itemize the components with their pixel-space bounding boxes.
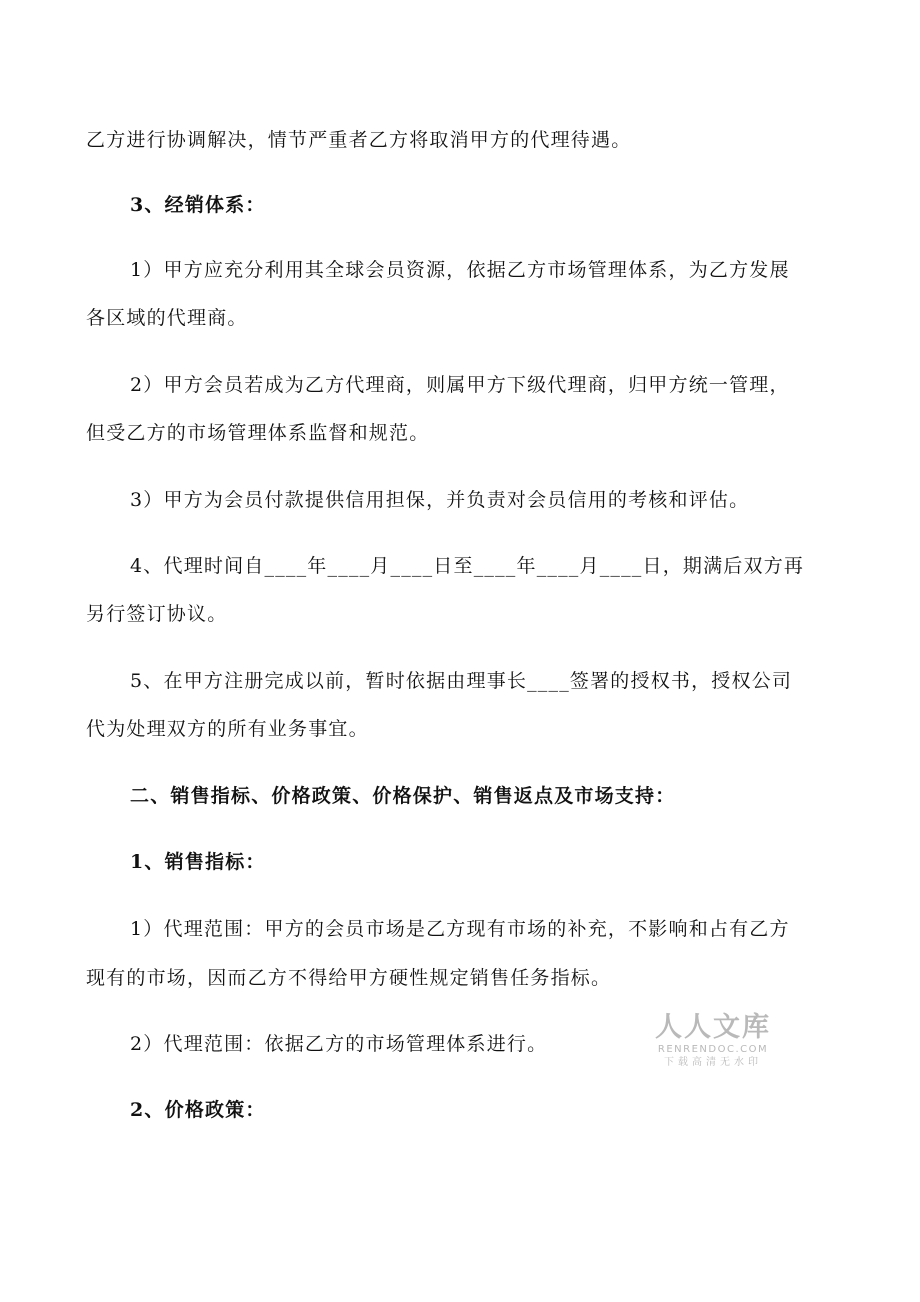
paragraph-line: 5、在甲方注册完成以前，暂时依据由理事长____签署的授权书，授权公司	[130, 670, 793, 692]
watermark-title: 人人文库	[655, 1012, 771, 1043]
paragraph-line: 2）甲方会员若成为乙方代理商，则属甲方下级代理商，归甲方统一管理，	[130, 374, 790, 396]
watermark-subtitle: 下载高清无水印	[664, 1057, 762, 1068]
paragraph-line: 1）甲方应充分利用其全球会员资源，依据乙方市场管理体系，为乙方发展	[130, 259, 790, 281]
paragraph-line: 2）代理范围：依据乙方的市场管理体系进行。	[130, 1033, 548, 1055]
section-heading: 3、经销体系：	[130, 194, 266, 216]
section-heading: 1、销售指标：	[130, 851, 266, 873]
paragraph-line: 各区域的代理商。	[86, 307, 248, 329]
paragraph-line: 代为处理双方的所有业务事宜。	[86, 718, 369, 740]
watermark-url: RENRENDOC.COM	[657, 1044, 769, 1055]
paragraph-line: 但受乙方的市场管理体系监督和规范。	[86, 422, 430, 444]
paragraph-line: 乙方进行协调解决，情节严重者乙方将取消甲方的代理待遇。	[86, 129, 632, 151]
paragraph-line: 现有的市场，因而乙方不得给甲方硬性规定销售任务指标。	[86, 967, 612, 989]
section-heading: 二、销售指标、价格政策、价格保护、销售返点及市场支持：	[130, 785, 676, 807]
paragraph-line: 另行签订协议。	[86, 603, 228, 625]
paragraph-line: 3）甲方为会员付款提供信用担保，并负责对会员信用的考核和评估。	[130, 489, 750, 511]
paragraph-line: 1）代理范围：甲方的会员市场是乙方现有市场的补充，不影响和占有乙方	[130, 918, 790, 940]
section-heading: 2、价格政策：	[130, 1099, 266, 1121]
paragraph-line: 4、代理时间自____年____月____日至____年____月____日，期满后双方再	[130, 555, 805, 577]
watermark	[648, 1012, 778, 1070]
